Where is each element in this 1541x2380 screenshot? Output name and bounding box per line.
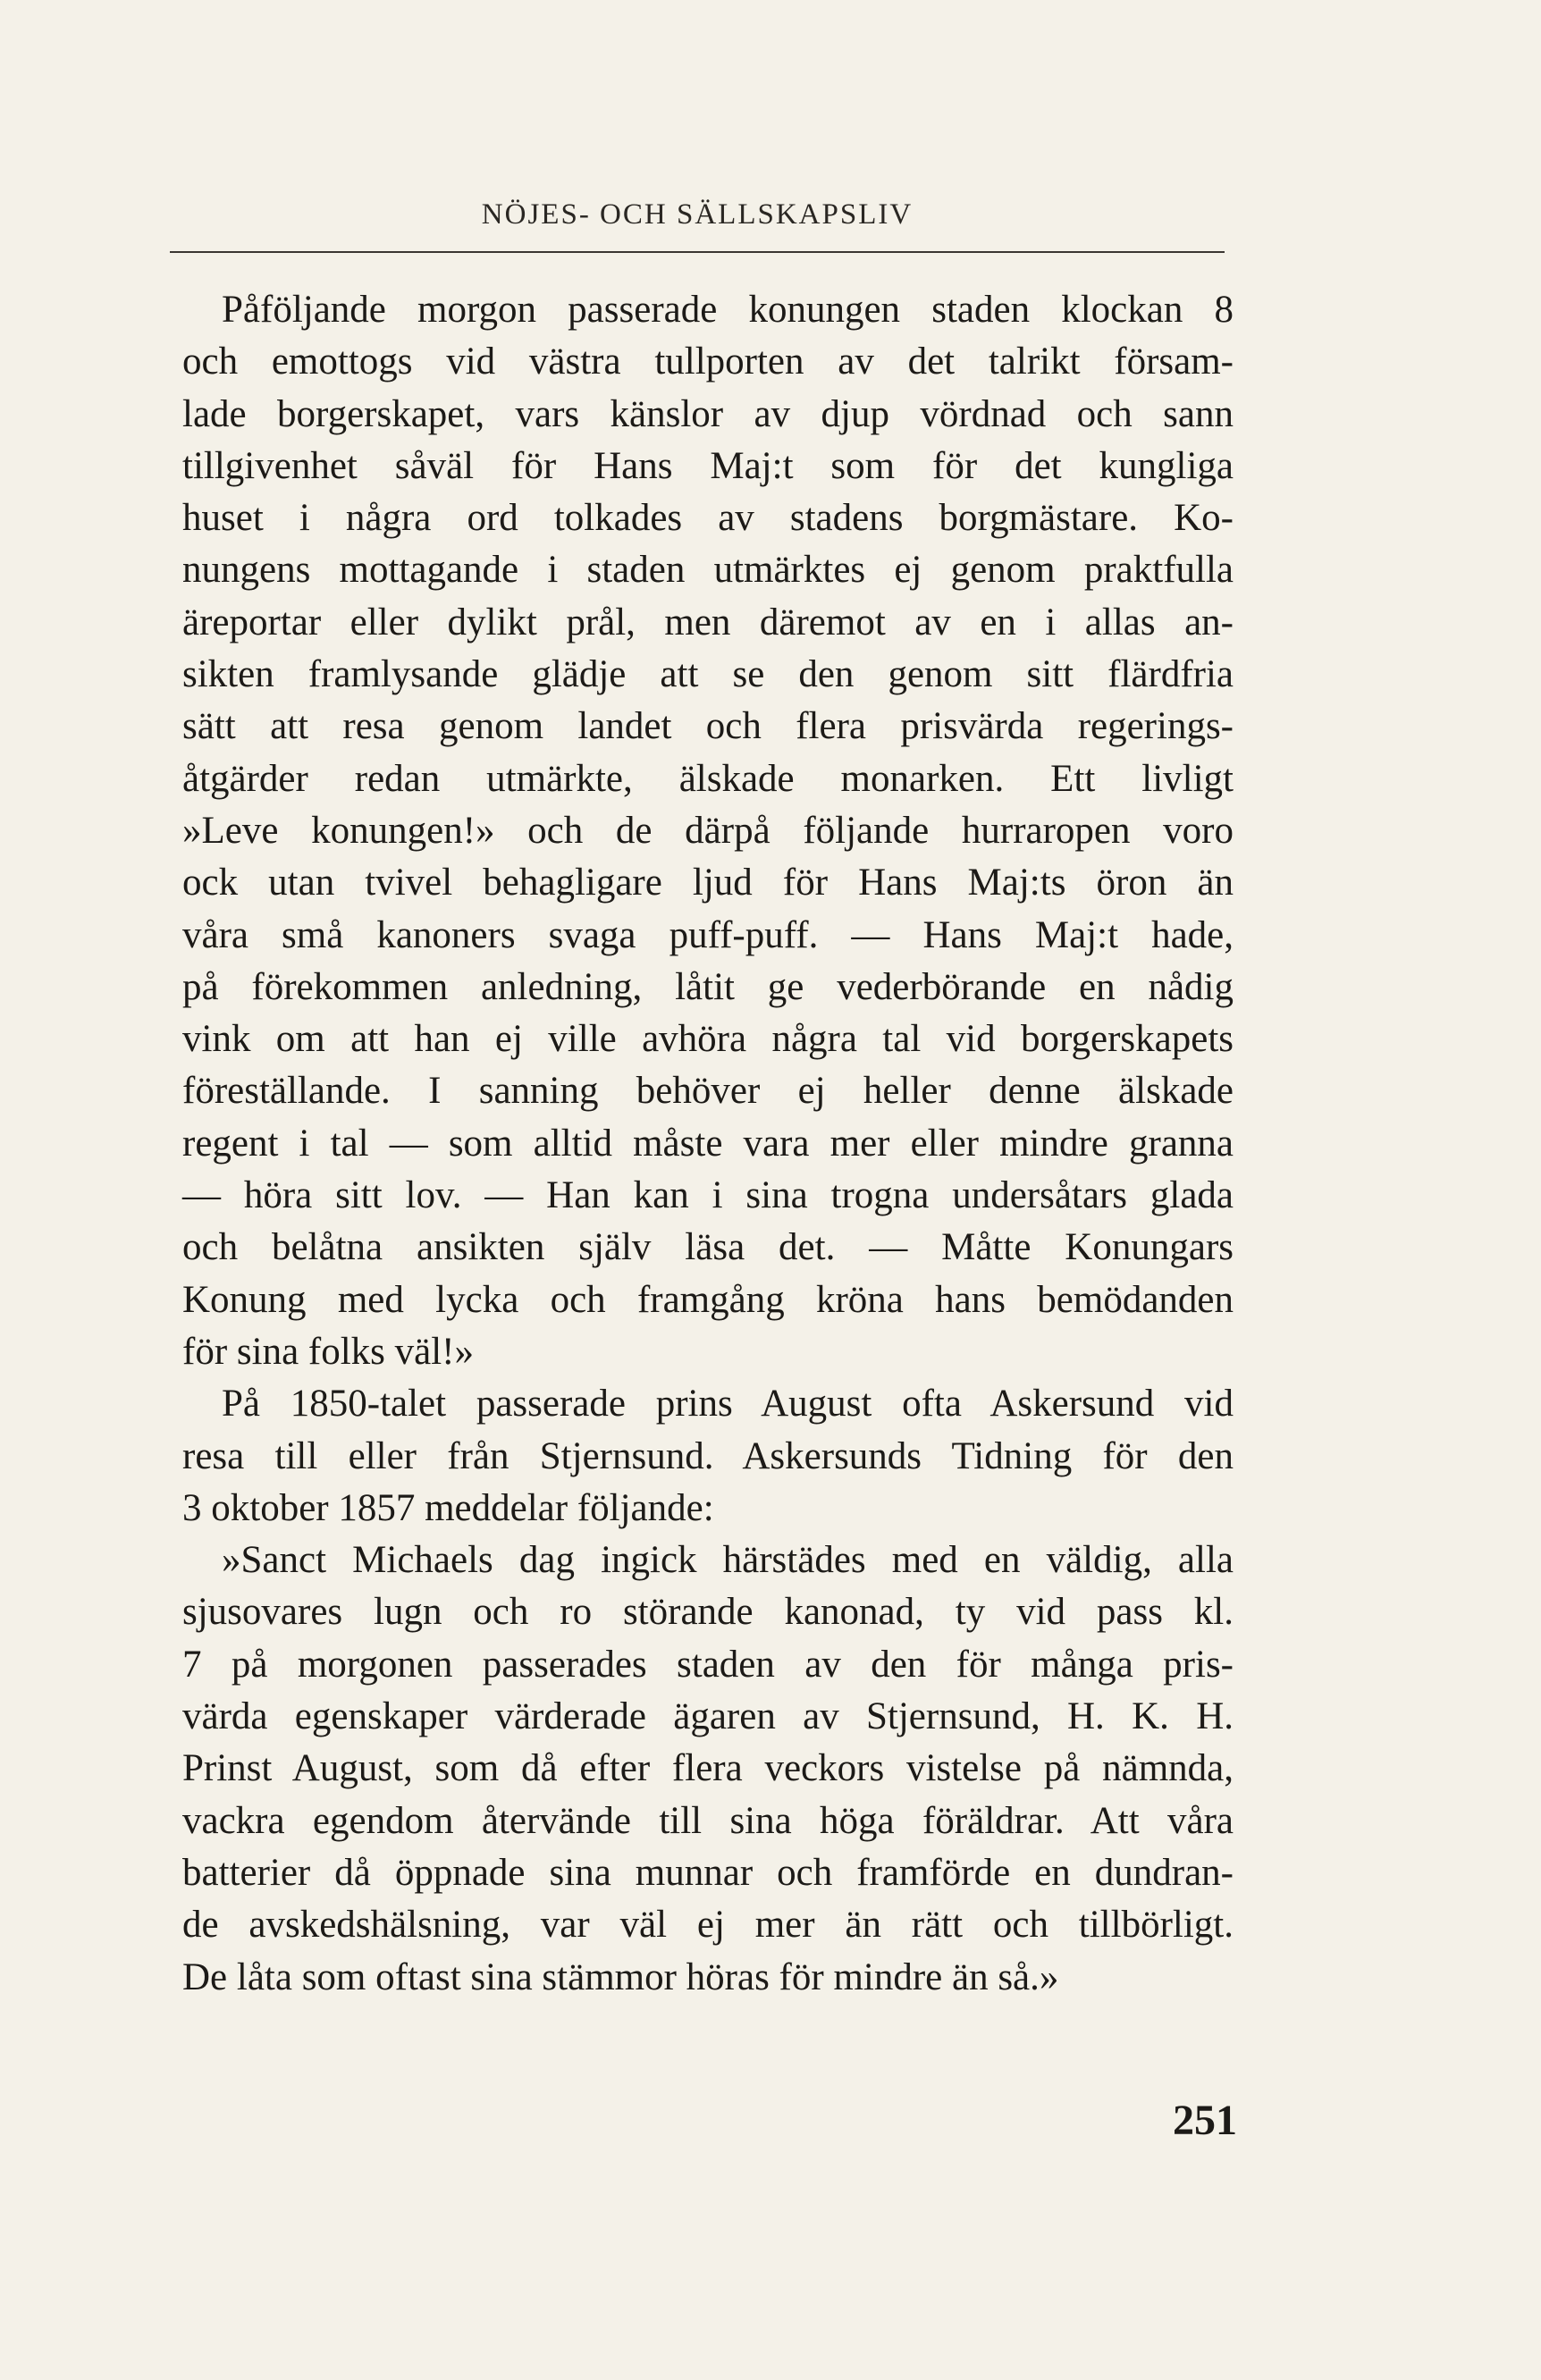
paragraph: [182, 1378, 1234, 1535]
text-line: nungens mottagande i staden utmärktes ej genom praktfulla: [182, 549, 1234, 592]
header-rule: [170, 251, 1225, 253]
text-line: »Leve konungen!» och de därpå följande hurraropen voro: [182, 809, 1234, 852]
text-line: 7 på morgonen passerades staden av den för många pris-: [182, 1643, 1234, 1686]
text-line: våra små kanoners svaga puff-puff. — Hans Maj:t hade,: [182, 913, 1234, 956]
body-text: [182, 284, 1234, 2004]
text-line: föreställande. I sanning behöver ej heller denne älskade: [182, 1070, 1234, 1113]
text-line: sätt att resa genom landet och flera prisvärda regerings-: [182, 705, 1234, 748]
text-line: på förekommen anledning, låtit ge vederbörande en nådig: [182, 965, 1234, 1008]
text-line: På 1850-talet passerade prins August ofta Askersund vid: [222, 1383, 1234, 1425]
text-line: 3 oktober 1857 meddelar följande:: [182, 1486, 714, 1529]
text-line: Prinst August, som då efter flera veckors vistelse på nämnda,: [182, 1747, 1234, 1790]
paragraph: [182, 284, 1234, 1378]
text-line: — höra sitt lov. — Han kan i sina trogna undersåtars glada: [182, 1174, 1234, 1217]
page-number: 251: [1173, 2097, 1237, 2144]
text-line: de avskedshälsning, var väl ej mer än rätt och tillbörligt.: [182, 1904, 1234, 1947]
running-head: NÖJES- OCH SÄLLSKAPSLIV: [481, 198, 914, 231]
text-line: regent i tal — som alltid måste vara mer eller mindre granna: [182, 1122, 1234, 1165]
text-line: åtgärder redan utmärkte, älskade monarken. Ett livligt: [182, 757, 1234, 800]
text-line: lade borgerskapet, vars känslor av djup vördnad och sann: [182, 392, 1234, 435]
text-line: och belåtna ansikten själv läsa det. — Måtte Konungars: [182, 1226, 1234, 1269]
text-line: för sina folks väl!»: [182, 1330, 475, 1373]
text-line: äreportar eller dylikt prål, men däremot av en i allas an-: [182, 601, 1234, 643]
text-line: tillgivenhet såväl för Hans Maj:t som för det kungliga: [182, 444, 1234, 487]
text-line: sjusovares lugn och ro störande kanonad, ty vid pass kl.: [182, 1591, 1234, 1634]
text-line: värda egenskaper värderade ägaren av Stjernsund, H. K. H.: [182, 1695, 1234, 1738]
text-line: huset i några ord tolkades av stadens borgmästare. Ko-: [182, 497, 1234, 540]
text-line: och emottogs vid västra tullporten av det talrikt försam-: [182, 341, 1234, 383]
text-line: »Sanct Michaels dag ingick härstädes med en väldig, alla: [222, 1539, 1234, 1582]
text-line: Påföljande morgon passerade konungen staden klockan 8: [222, 289, 1234, 331]
text-line: sikten framlysande glädje att se den genom sitt flärdfria: [182, 653, 1234, 696]
text-line: batterier då öppnade sina munnar och framförde en dundran-: [182, 1851, 1234, 1894]
text-line: vackra egendom återvände till sina höga föräldrar. Att våra: [182, 1799, 1234, 1842]
text-line: De låta som oftast sina stämmor höras för mindre än så.»: [182, 1955, 1059, 1998]
text-line: ock utan tvivel behagligare ljud för Hans Maj:ts öron än: [182, 862, 1234, 904]
text-line: resa till eller från Stjernsund. Askersunds Tidning för den: [182, 1434, 1234, 1477]
text-line: Konung med lycka och framgång kröna hans bemödanden: [182, 1278, 1234, 1321]
text-line: vink om att han ej ville avhöra några tal vid borgerskapets: [182, 1018, 1234, 1061]
paragraph: [182, 1535, 1234, 2004]
